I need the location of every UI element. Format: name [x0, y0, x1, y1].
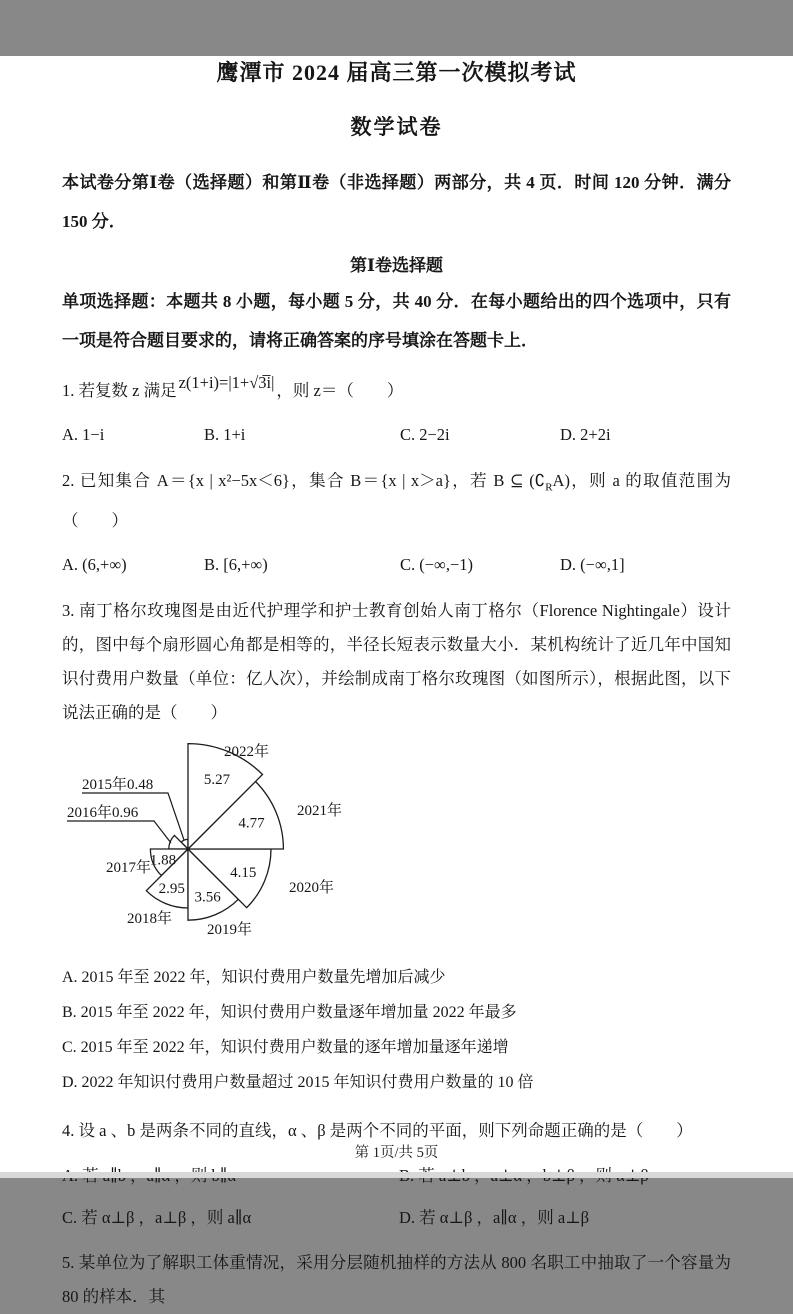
q1-option-d: D. 2+2i — [560, 425, 611, 444]
rose-callout-label-2015年: 2015年0.48 — [82, 777, 154, 794]
question-1 — [62, 374, 731, 450]
q2-option-c: C. (−∞,−1) — [400, 555, 473, 575]
q3-option-c: C. 2015 年至 2022 年，知识付费用户数量的逐年增加量逐年递增 — [62, 1039, 509, 1057]
q1-formula: z(1+i)=|1+√3̅i| — [178, 373, 275, 392]
q1-option-b: B. 1+i — [204, 425, 246, 444]
q2-option-b: B. [6,+∞) — [204, 555, 268, 575]
rose-year-label-2021年: 2021年 — [297, 803, 343, 820]
exam-intro: 本试卷分第Ⅰ卷（选择题）和第Ⅱ卷（非选择题）两部分，共 4 页．时间 120 分钟．满分 150 分． — [62, 173, 731, 231]
q4-option-c: C. 若 α⊥β ，a⊥β ，则 a∥α — [62, 1208, 252, 1228]
rose-year-label-2020年: 2020年 — [289, 880, 335, 897]
q3-option-b: B. 2015 年至 2022 年，知识付费用户数量逐年增加量 2022 年最多 — [62, 1004, 517, 1022]
nightingale-rose-chart — [58, 736, 731, 954]
rose-value-label-2017年: 1.88 — [149, 852, 177, 869]
question-2-options — [62, 550, 731, 580]
rose-chart-svg — [58, 736, 388, 954]
question-1-options — [62, 420, 731, 450]
q1-option-a: A. 1−i — [62, 425, 105, 444]
rose-callout-leader-2016年 — [67, 821, 171, 843]
q3-option-a: A. 2015 年至 2022 年，知识付费用户数量先增加后减少 — [62, 969, 446, 987]
q2-stem-part1: 2. 已知集合 A＝{x | x²−5x＜6}，集合 B＝{x | x＞a}，若 B ⊆ (∁ — [62, 471, 546, 490]
rose-callout-label-2016年: 2016年0.96 — [67, 805, 139, 822]
rose-year-label-2017年: 2017年 — [106, 860, 152, 877]
question-5 — [62, 1246, 731, 1314]
question-3-options — [62, 960, 731, 1100]
q4-option-d: D. 若 α⊥β ，a∥α ，则 a⊥β — [399, 1208, 590, 1228]
rose-value-label-2020年: 4.15 — [230, 865, 257, 882]
question-2 — [62, 464, 731, 580]
rose-value-label-2018年: 2.95 — [158, 881, 185, 898]
exam-page — [0, 56, 793, 1307]
page-subtitle: 数学试卷 — [350, 115, 443, 139]
section-1-instructions: 单项选择题：本题共 8 小题，每小题 5 分，共 40 分．在每小题给出的四个选项中，只有一项是符合题目要求的，请将正确答案的序号填涂在答题卡上． — [62, 292, 731, 350]
page-number: 第 1页/共 5页 — [354, 1145, 439, 1161]
scan-edge-artifact — [0, 1172, 793, 1178]
q2-stem-part2: A)，则 a 的取值范围为（ ） — [62, 471, 731, 531]
rose-value-label-2021年: 4.77 — [238, 815, 265, 832]
page-title: 鹰潭市 2024 届高三第一次模拟考试 — [216, 60, 577, 85]
rose-value-label-2022年: 5.27 — [203, 772, 231, 789]
rose-value-label-2019年: 3.56 — [194, 889, 221, 906]
question-3-stem: 3. 南丁格尔玫瑰图是由近代护理学和护士教育创始人南丁格尔（Florence Nightingale）设计的，图中每个扇形圆心角都是相等的，半径长短表示数量大小．某机构统计了近几年中国知识付费用户数量（单位：亿人次），并绘制成南丁格尔玫瑰图（如图所示），根据此图，以下说法正确的是（ ） — [62, 601, 731, 723]
q1-stem-suffix: ，则 z＝（ ） — [276, 381, 404, 400]
question-1-stem — [62, 374, 731, 408]
q1-option-c: C. 2−2i — [400, 425, 450, 444]
question-4-stem: 4. 设 a 、b 是两条不同的直线，α 、β 是两个不同的平面，则下列命题正确的是（ ） — [62, 1121, 693, 1141]
q2-complement-subscript: R — [545, 481, 553, 494]
section-1-heading: 第Ⅰ卷选择题 — [350, 256, 443, 275]
question-2-stem — [62, 464, 731, 538]
page-content — [0, 56, 793, 1314]
question-3 — [62, 594, 731, 1100]
rose-year-label-2019年: 2019年 — [207, 922, 253, 939]
q2-option-d: D. (−∞,1] — [560, 555, 625, 575]
q1-stem-prefix: 1. 若复数 z 满足 — [62, 381, 177, 400]
rose-year-label-2018年: 2018年 — [127, 911, 173, 928]
q3-option-d: D. 2022 年知识付费用户数量超过 2015 年知识付费用户数量的 10 倍 — [62, 1074, 534, 1092]
question-5-stem: 5. 某单位为了解职工体重情况，采用分层随机抽样的方法从 800 名职工中抽取了一个容量为 80 的样本．其 — [62, 1253, 731, 1307]
q2-option-a: A. (6,+∞) — [62, 555, 127, 575]
rose-year-label-2022年: 2022年 — [224, 744, 270, 761]
